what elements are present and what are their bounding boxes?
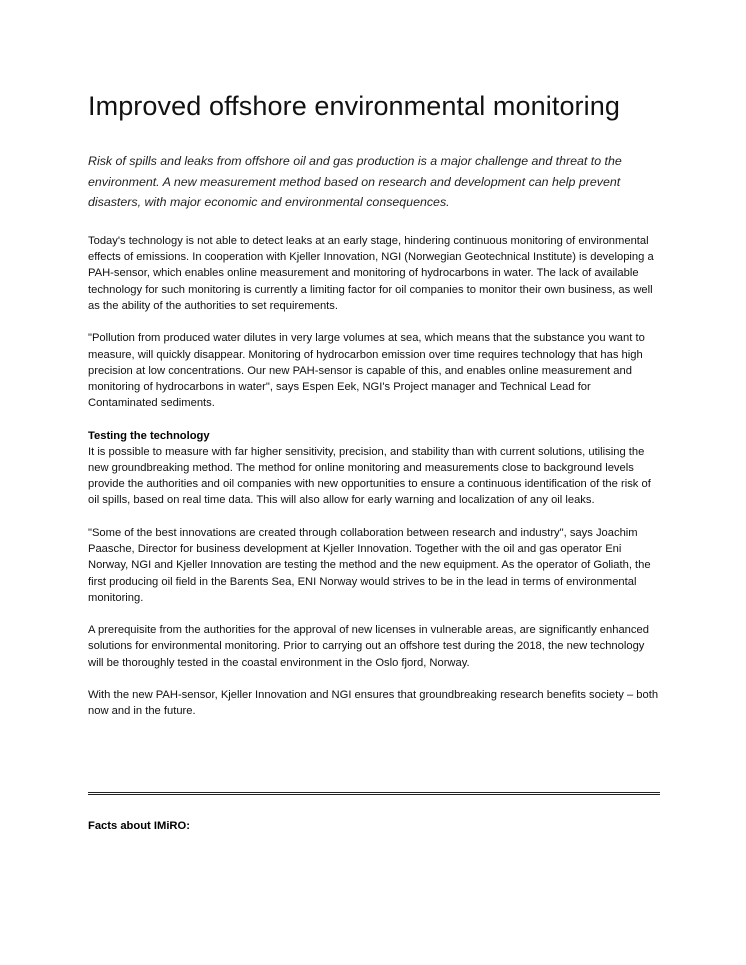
body-paragraph: A prerequisite from the authorities for the approval of new licenses in vulnerable areas, are significantly enhanced solutions for environmental monitoring. Prior to carrying out an offshore test during the 2018, the new technology will be thoroughly tested in the coastal environment in the Oslo fjord, Norway. — [88, 624, 649, 669]
body-paragraph: It is possible to measure with far higher sensitivity, precision, and stability than with current solutions, utilising the new groundbreaking method. The method for online monitoring and measurements close to background levels provide the authorities and oil companies with new opportunities to ensure a continuous identification of the risk of oil spills, based on real time data. This will also allow for early warning and localization of any oil leaks. — [88, 445, 651, 507]
body-paragraph: "Pollution from produced water dilutes in very large volumes at sea, which means that the substance you want to measure, will quickly disappear. Monitoring of hydrocarbon emission over time requires technology that has high precision at low concentrations. Our new PAH-sensor is capable of this, and enables online measurement and monitoring of hydrocarbons in water", says Espen Eek, NGI's Project manager and Technical Lead for Contaminated sediments. — [88, 332, 645, 410]
body-paragraph: Today's technology is not able to detect leaks at an early stage, hindering continuous monitoring of environmental effects of emissions. In cooperation with Kjeller Innovation, NGI (Norwegian Geotechnical Institute) is developing a PAH-sensor, which enables online measurement and monitoring of hydrocarbons in water. The lack of available technology for such monitoring is currently a limiting factor for oil companies to monitor their own business, as well as the ability of the authorities to set requirements. — [88, 235, 654, 312]
double-rule-divider — [88, 792, 660, 795]
section-heading: Testing the technology — [88, 429, 210, 442]
body-paragraph: "Some of the best innovations are created through collaboration between research and industry", says Joachim Paasche, Director for business development at Kjeller Innovation. Together with the oil and gas operator Eni Norway, NGI and Kjeller Innovation are testing the method and the new equipment. As the operator of Goliath, the first producing oil field in the Barents Sea, ENI Norway would strives to be in the lead in terms of environmental monitoring. — [88, 526, 651, 604]
body-paragraph: With the new PAH-sensor, Kjeller Innovation and NGI ensures that groundbreaking research benefits society – both now and in the future. — [88, 689, 659, 718]
article-title: Improved offshore environmental monitoring — [88, 91, 620, 121]
facts-heading: Facts about IMiRO: — [88, 820, 190, 832]
article-body — [88, 233, 660, 736]
article-lead: Risk of spills and leaks from offshore oil and gas production is a major challenge and threat to the environment. A new measurement method based on research and development can help prevent disasters, with major economic and environmental consequences. — [88, 154, 622, 209]
